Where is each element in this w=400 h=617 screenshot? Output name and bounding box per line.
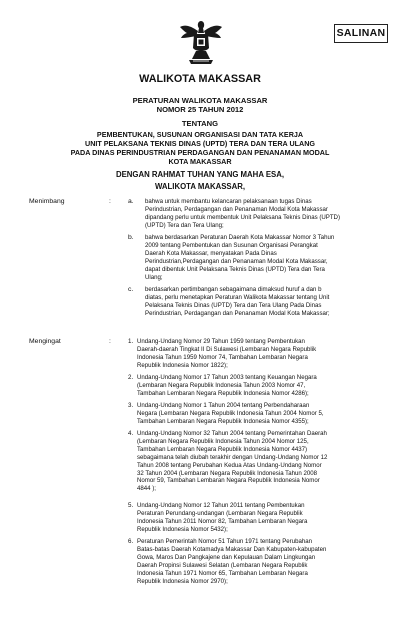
paragraph-line: sebagaimana telah diubah terakhir dengan Undang-Undang Nomor 12 [137,453,328,461]
item-number: 1. [128,338,134,345]
mengingat-item-6 [137,538,377,585]
paragraph-line: dipandang perlu untuk membentuk Unit Pelaksana Teknis Dinas (UPTD) [145,213,340,221]
paragraph-line: bahwa berdasarkan Peraturan Daerah Kota Makassar Nomor 3 Tahun [145,234,335,241]
item-marker: b. [128,234,134,241]
issuer-title: WALIKOTA MAKASSAR [139,73,261,85]
paragraph-line: Tambahan Lembaran Negara Republik Indonesia Nomor 4355); [137,417,309,425]
item-number: 6. [128,538,134,545]
paragraph-line: Undang-Undang Nomor 29 Tahun 1959 tentang Pembentukan [137,338,305,345]
paragraph-line: Daerah Propinsi Sulawesi Selatan (Lembaran Negara Republik [137,561,308,569]
mengingat-item-4 [137,430,377,493]
regulation-heading: PERATURAN WALIKOTA MAKASSAR [132,96,268,105]
menimbang-item-b [145,234,375,281]
paragraph-line: Batas-batas Daerah Kotamadya Makassar Dan Kabupaten-kabupaten [137,545,327,553]
paragraph-line: Ulang; [145,273,163,281]
subject-line: KOTA MAKASSAR [168,157,232,166]
mengingat-item-3 [137,402,377,426]
paragraph-line: Tambahan Lembaran Negara Republik Indonesia Nomor 4286); [137,389,309,397]
paragraph-line: Undang-Undang Nomor 12 Tahun 2011 tentang Pembentukan [137,502,305,509]
subject-line: UNIT PELAKSANA TEKNIS DINAS (UPTD) TERA DAN TERA ULANG [85,139,315,148]
mengingat-item-5 [137,502,377,534]
mengingat-colon: : [109,338,111,345]
item-marker: c. [128,286,134,293]
garuda-emblem-icon [179,18,223,68]
paragraph-line: (UPTD) Tera dan Tera Ulang; [145,221,224,229]
paragraph-line: Negara (Lembaran Negara Republik Indonesia Tahun 2004 Nomor 5, [137,409,324,417]
grace-line: DENGAN RAHMAT TUHAN YANG MAHA ESA, [115,170,285,179]
menimbang-colon: : [109,198,111,205]
paragraph-line: Gowa, Maros Dan Pangkajene dan Kepulauan Dalam Lingkungan [137,553,316,561]
item-marker: a. [128,198,134,205]
paragraph-line: Undang-Undang Nomor 32 Tahun 2004 tentang Pemerintahan Daerah [137,430,327,437]
regulation-number: NOMOR 25 TAHUN 2012 [156,105,244,114]
mengingat-label: Mengingat [29,338,61,345]
paragraph-line: Perindustrian, Perdagangan dan Penanaman Modal Kota Makassar; [145,309,330,317]
mengingat-item-1 [137,338,377,370]
subject-line: PEMBENTUKAN, SUSUNAN ORGANISASI DAN TATA KERJA [96,130,304,139]
about-heading: TENTANG [181,119,219,128]
paragraph-line: Republik Indonesia Nomor 2970); [137,577,228,585]
paragraph-line: (Lembaran Negara Republik Indonesia Tahun 2003 Nomor 47, [137,381,306,389]
paragraph-line: Republik Indonesia Nomor 1822); [137,361,228,369]
item-number: 5. [128,502,134,509]
paragraph-line: dapat dibentuk Unit Pelaksana Teknis Dinas (UPTD) Tera dan Tera [145,265,325,273]
paragraph-line: Indonesia Tahun 1971 Nomor 65, Tambahan Lembaran Negara [137,569,308,577]
item-number: 3. [128,402,134,409]
paragraph-line: Indonesia Tahun 1959 Nomor 74, Tambahan Lembaran Negara [137,353,308,361]
paragraph-line: Undang-Undang Nomor 17 Tahun 2003 tentang Keuangan Negara [137,374,317,381]
paragraph-line: berdasarkan pertimbangan sebagaimana dimaksud huruf a dan b [145,286,322,293]
paragraph-line: 2009 tentang Pembentukan dan Susunan Organisasi Perangkat [145,241,318,249]
item-number: 2. [128,374,134,381]
subject-line: PADA DINAS PERINDUSTRIAN PERDAGANGAN DAN PENANAMAN MODAL [70,148,330,157]
menimbang-item-c [145,286,375,318]
paragraph-line: Peraturan Perundang-undangan (Lembaran Negara Republik [137,509,303,517]
paragraph-line: Nomor 59, Tambahan Lembaran Negara Republik Indonesia Nomor [137,477,320,485]
mengingat-item-2 [137,374,377,398]
paragraph-line: Tambahan Lembaran Negara Republik Indonesia Nomor 4437) [137,445,308,453]
paragraph-line: 32 Tahun 2004 (Lembaran Negara Republik Indonesia Tahun 2008 [137,469,318,477]
copy-stamp: SALINAN [334,24,388,43]
paragraph-line: (Lembaran Negara Republik Indonesia Tahun 2004 Nomor 125, [137,437,309,445]
paragraph-line: Perindustrian, Perdagangan dan Penanaman Modal Kota Makassar [145,205,328,213]
paragraph-line: Indonesia Tahun 2011 Nomor 82, Tambahan Lembaran Negara [137,517,308,525]
menimbang-item-a [145,198,375,230]
paragraph-line: Daerah Kota Makassar, menyatakan Pada Dinas [145,249,277,257]
paragraph-line: 4844 ); [137,485,156,493]
item-number: 4. [128,430,134,437]
paragraph-line: bahwa untuk membantu kelancaran pelaksanaan tugas Dinas [145,198,312,205]
paragraph-line: Tahun 2008 tentang Perubahan Kedua Atas Undang-Undang Nomor [137,461,322,469]
paragraph-line: Pelaksana Teknis Dinas (UPTD) Tera dan Tera Ulang Pada Dinas [145,301,322,309]
paragraph-line: Republik Indonesia Nomor 5432); [137,525,228,533]
menimbang-label: Menimbang [29,198,65,205]
paragraph-line: Undang-Undang Nomor 1 Tahun 2004 tentang Perbendaharaan [137,402,310,409]
paragraph-line: Daerah-daerah Tingkat II Di Sulawesi (Lembaran Negara Republik [137,345,317,353]
mayor-line: WALIKOTA MAKASSAR, [154,182,246,191]
paragraph-line: Perindustrian,Perdagangan dan Penanaman Modal Kota Makassar, [145,257,328,265]
paragraph-line: diatas, perlu menetapkan Peraturan Walikota Makassar tentang Unit [145,293,330,301]
paragraph-line: Peraturan Pemerintah Nomor 51 Tahun 1971 tentang Perubahan [137,538,313,545]
